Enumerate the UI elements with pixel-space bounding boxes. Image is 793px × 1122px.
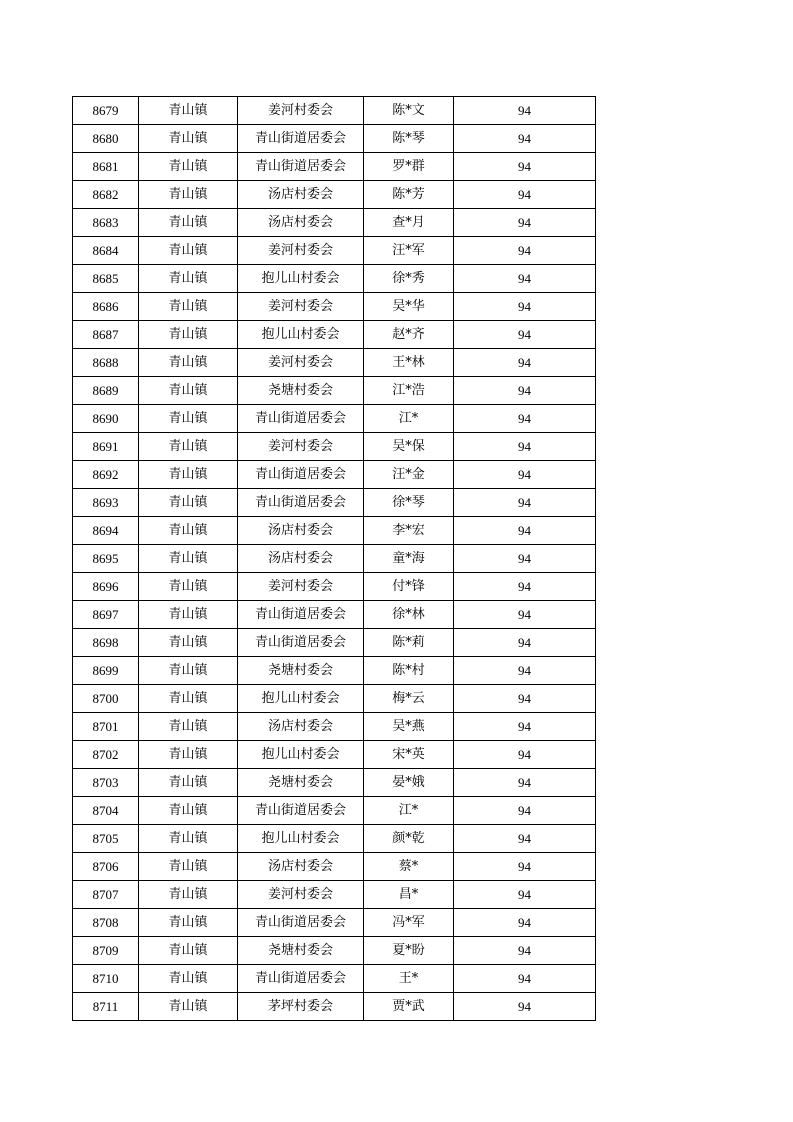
table-row — [73, 713, 596, 741]
cell-committee: 青山街道居委会 — [238, 909, 364, 937]
cell-score: 94 — [454, 797, 596, 825]
cell-name: 颜*乾 — [364, 825, 454, 853]
cell-committee: 姜河村委会 — [238, 97, 364, 125]
cell-town: 青山镇 — [139, 909, 238, 937]
cell-committee: 尧塘村委会 — [238, 657, 364, 685]
cell-town: 青山镇 — [139, 881, 238, 909]
cell-id: 8707 — [73, 881, 139, 909]
cell-score: 94 — [454, 965, 596, 993]
record-table — [72, 96, 596, 1021]
cell-id: 8694 — [73, 517, 139, 545]
cell-committee: 姜河村委会 — [238, 293, 364, 321]
cell-town: 青山镇 — [139, 209, 238, 237]
cell-id: 8686 — [73, 293, 139, 321]
cell-town: 青山镇 — [139, 601, 238, 629]
cell-id: 8710 — [73, 965, 139, 993]
cell-committee: 青山街道居委会 — [238, 965, 364, 993]
cell-name: 晏*娥 — [364, 769, 454, 797]
table-row — [73, 881, 596, 909]
cell-committee: 尧塘村委会 — [238, 377, 364, 405]
cell-id: 8698 — [73, 629, 139, 657]
cell-score: 94 — [454, 97, 596, 125]
table-row — [73, 741, 596, 769]
cell-name: 宋*英 — [364, 741, 454, 769]
cell-name: 王*林 — [364, 349, 454, 377]
cell-name: 徐*秀 — [364, 265, 454, 293]
table-row — [73, 937, 596, 965]
cell-name: 陈*莉 — [364, 629, 454, 657]
cell-town: 青山镇 — [139, 825, 238, 853]
cell-id: 8680 — [73, 125, 139, 153]
cell-committee: 汤店村委会 — [238, 517, 364, 545]
cell-id: 8687 — [73, 321, 139, 349]
cell-id: 8704 — [73, 797, 139, 825]
cell-name: 江* — [364, 405, 454, 433]
cell-name: 罗*群 — [364, 153, 454, 181]
cell-score: 94 — [454, 181, 596, 209]
table-row — [73, 489, 596, 517]
table-row — [73, 349, 596, 377]
cell-id: 8709 — [73, 937, 139, 965]
cell-town: 青山镇 — [139, 545, 238, 573]
cell-name: 童*海 — [364, 545, 454, 573]
cell-id: 8679 — [73, 97, 139, 125]
cell-committee: 尧塘村委会 — [238, 769, 364, 797]
cell-score: 94 — [454, 293, 596, 321]
cell-score: 94 — [454, 601, 596, 629]
cell-town: 青山镇 — [139, 293, 238, 321]
cell-id: 8708 — [73, 909, 139, 937]
cell-score: 94 — [454, 937, 596, 965]
cell-score: 94 — [454, 321, 596, 349]
cell-town: 青山镇 — [139, 125, 238, 153]
cell-score: 94 — [454, 713, 596, 741]
cell-score: 94 — [454, 769, 596, 797]
cell-town: 青山镇 — [139, 657, 238, 685]
table-row — [73, 825, 596, 853]
cell-committee: 汤店村委会 — [238, 545, 364, 573]
cell-name: 江* — [364, 797, 454, 825]
cell-name: 贾*武 — [364, 993, 454, 1021]
cell-town: 青山镇 — [139, 377, 238, 405]
cell-town: 青山镇 — [139, 461, 238, 489]
table-row — [73, 685, 596, 713]
cell-town: 青山镇 — [139, 265, 238, 293]
cell-score: 94 — [454, 237, 596, 265]
cell-id: 8706 — [73, 853, 139, 881]
cell-committee: 青山街道居委会 — [238, 405, 364, 433]
cell-id: 8685 — [73, 265, 139, 293]
cell-committee: 汤店村委会 — [238, 181, 364, 209]
table-row — [73, 377, 596, 405]
cell-name: 徐*琴 — [364, 489, 454, 517]
table-row — [73, 97, 596, 125]
cell-score: 94 — [454, 657, 596, 685]
cell-id: 8693 — [73, 489, 139, 517]
cell-name: 江*浩 — [364, 377, 454, 405]
cell-town: 青山镇 — [139, 797, 238, 825]
cell-committee: 抱儿山村委会 — [238, 741, 364, 769]
cell-name: 赵*齐 — [364, 321, 454, 349]
cell-score: 94 — [454, 349, 596, 377]
cell-committee: 青山街道居委会 — [238, 797, 364, 825]
cell-town: 青山镇 — [139, 769, 238, 797]
cell-score: 94 — [454, 265, 596, 293]
table-row — [73, 433, 596, 461]
cell-name: 王* — [364, 965, 454, 993]
cell-name: 昌* — [364, 881, 454, 909]
table-row — [73, 181, 596, 209]
cell-id: 8696 — [73, 573, 139, 601]
cell-score: 94 — [454, 461, 596, 489]
cell-town: 青山镇 — [139, 181, 238, 209]
table-row — [73, 125, 596, 153]
table-row — [73, 237, 596, 265]
cell-id: 8699 — [73, 657, 139, 685]
table-row — [73, 601, 596, 629]
table-row — [73, 153, 596, 181]
cell-score: 94 — [454, 853, 596, 881]
cell-id: 8691 — [73, 433, 139, 461]
table-row — [73, 573, 596, 601]
cell-id: 8711 — [73, 993, 139, 1021]
cell-score: 94 — [454, 405, 596, 433]
table-row — [73, 993, 596, 1021]
cell-town: 青山镇 — [139, 237, 238, 265]
cell-town: 青山镇 — [139, 629, 238, 657]
cell-id: 8683 — [73, 209, 139, 237]
cell-score: 94 — [454, 545, 596, 573]
cell-committee: 尧塘村委会 — [238, 937, 364, 965]
cell-town: 青山镇 — [139, 685, 238, 713]
cell-committee: 姜河村委会 — [238, 349, 364, 377]
cell-town: 青山镇 — [139, 153, 238, 181]
cell-name: 吴*华 — [364, 293, 454, 321]
cell-id: 8681 — [73, 153, 139, 181]
cell-committee: 姜河村委会 — [238, 573, 364, 601]
table-row — [73, 909, 596, 937]
cell-town: 青山镇 — [139, 573, 238, 601]
cell-id: 8697 — [73, 601, 139, 629]
cell-id: 8690 — [73, 405, 139, 433]
cell-score: 94 — [454, 517, 596, 545]
cell-score: 94 — [454, 377, 596, 405]
cell-committee: 姜河村委会 — [238, 237, 364, 265]
cell-town: 青山镇 — [139, 741, 238, 769]
table-row — [73, 321, 596, 349]
cell-id: 8702 — [73, 741, 139, 769]
cell-town: 青山镇 — [139, 853, 238, 881]
cell-name: 汪*金 — [364, 461, 454, 489]
cell-name: 徐*林 — [364, 601, 454, 629]
cell-committee: 抱儿山村委会 — [238, 825, 364, 853]
cell-score: 94 — [454, 741, 596, 769]
cell-score: 94 — [454, 993, 596, 1021]
cell-score: 94 — [454, 881, 596, 909]
cell-town: 青山镇 — [139, 349, 238, 377]
cell-name: 吴*燕 — [364, 713, 454, 741]
cell-committee: 青山街道居委会 — [238, 629, 364, 657]
record-table-body — [73, 97, 596, 1021]
cell-id: 8684 — [73, 237, 139, 265]
cell-score: 94 — [454, 825, 596, 853]
table-row — [73, 853, 596, 881]
table-row — [73, 265, 596, 293]
cell-id: 8700 — [73, 685, 139, 713]
cell-town: 青山镇 — [139, 937, 238, 965]
cell-score: 94 — [454, 685, 596, 713]
cell-name: 吴*保 — [364, 433, 454, 461]
cell-committee: 茅坪村委会 — [238, 993, 364, 1021]
table-row — [73, 405, 596, 433]
cell-name: 李*宏 — [364, 517, 454, 545]
cell-town: 青山镇 — [139, 965, 238, 993]
cell-name: 陈*村 — [364, 657, 454, 685]
cell-id: 8703 — [73, 769, 139, 797]
cell-id: 8692 — [73, 461, 139, 489]
table-row — [73, 769, 596, 797]
cell-id: 8695 — [73, 545, 139, 573]
cell-name: 陈*琴 — [364, 125, 454, 153]
cell-score: 94 — [454, 629, 596, 657]
cell-id: 8689 — [73, 377, 139, 405]
cell-committee: 汤店村委会 — [238, 853, 364, 881]
cell-id: 8688 — [73, 349, 139, 377]
cell-committee: 抱儿山村委会 — [238, 685, 364, 713]
cell-town: 青山镇 — [139, 97, 238, 125]
cell-town: 青山镇 — [139, 433, 238, 461]
table-row — [73, 545, 596, 573]
cell-committee: 青山街道居委会 — [238, 601, 364, 629]
cell-name: 汪*军 — [364, 237, 454, 265]
cell-committee: 青山街道居委会 — [238, 461, 364, 489]
cell-score: 94 — [454, 153, 596, 181]
table-row — [73, 965, 596, 993]
cell-committee: 汤店村委会 — [238, 209, 364, 237]
cell-town: 青山镇 — [139, 993, 238, 1021]
cell-name: 查*月 — [364, 209, 454, 237]
table-row — [73, 517, 596, 545]
cell-score: 94 — [454, 209, 596, 237]
cell-score: 94 — [454, 125, 596, 153]
cell-name: 陈*文 — [364, 97, 454, 125]
cell-score: 94 — [454, 489, 596, 517]
cell-town: 青山镇 — [139, 517, 238, 545]
table-row — [73, 461, 596, 489]
cell-town: 青山镇 — [139, 489, 238, 517]
cell-name: 付*锋 — [364, 573, 454, 601]
cell-town: 青山镇 — [139, 713, 238, 741]
cell-committee: 青山街道居委会 — [238, 489, 364, 517]
cell-score: 94 — [454, 909, 596, 937]
cell-town: 青山镇 — [139, 321, 238, 349]
cell-name: 夏*盼 — [364, 937, 454, 965]
cell-score: 94 — [454, 433, 596, 461]
cell-name: 冯*军 — [364, 909, 454, 937]
table-row — [73, 209, 596, 237]
cell-name: 梅*云 — [364, 685, 454, 713]
cell-score: 94 — [454, 573, 596, 601]
cell-id: 8705 — [73, 825, 139, 853]
cell-committee: 抱儿山村委会 — [238, 321, 364, 349]
cell-committee: 青山街道居委会 — [238, 125, 364, 153]
table-row — [73, 657, 596, 685]
cell-committee: 抱儿山村委会 — [238, 265, 364, 293]
cell-town: 青山镇 — [139, 405, 238, 433]
table-row — [73, 293, 596, 321]
cell-name: 陈*芳 — [364, 181, 454, 209]
cell-committee: 汤店村委会 — [238, 713, 364, 741]
table-row — [73, 797, 596, 825]
cell-id: 8701 — [73, 713, 139, 741]
cell-committee: 青山街道居委会 — [238, 153, 364, 181]
cell-id: 8682 — [73, 181, 139, 209]
cell-name: 蔡* — [364, 853, 454, 881]
cell-committee: 姜河村委会 — [238, 433, 364, 461]
cell-committee: 姜河村委会 — [238, 881, 364, 909]
table-row — [73, 629, 596, 657]
